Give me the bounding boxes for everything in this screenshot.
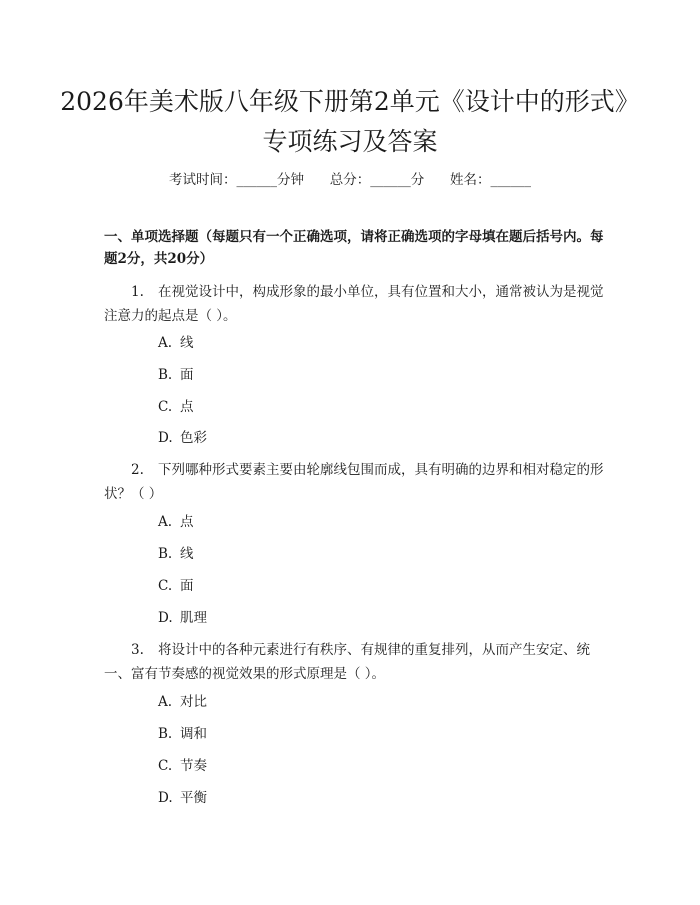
option-letter: A. xyxy=(158,514,173,530)
question-3 xyxy=(104,638,604,686)
question-3-option-a xyxy=(158,692,207,712)
option-text: 平衡 xyxy=(180,790,207,806)
section-heading: 一、单项选择题（每题只有一个正确选项，请将正确选项的字母填在题后括号内。每题2分，共20分） xyxy=(104,229,604,267)
exam-info-line: 考试时间：______分钟 总分：______分 姓名：______ xyxy=(169,172,531,188)
question-1 xyxy=(104,280,604,328)
question-1-option-a xyxy=(158,333,194,353)
option-text: 调和 xyxy=(180,726,207,742)
option-text: 对比 xyxy=(180,694,207,710)
option-letter: D. xyxy=(158,610,173,626)
option-letter: D. xyxy=(158,790,173,806)
question-text: 将设计中的各种元素进行有秩序、有规律的重复排列，从而产生安定、统一、富有节奏感的视觉效果的形式原理是（ ）。 xyxy=(104,642,590,682)
question-2-option-b xyxy=(158,544,194,564)
question-number: 3. xyxy=(131,642,144,658)
question-3-option-b xyxy=(158,724,207,744)
question-2-option-a xyxy=(158,512,194,532)
question-2-option-c xyxy=(158,576,194,596)
option-letter: B. xyxy=(158,546,173,562)
question-2 xyxy=(104,458,604,506)
question-1-option-d xyxy=(158,428,207,448)
option-letter: B. xyxy=(158,367,173,383)
option-letter: B. xyxy=(158,726,173,742)
option-text: 线 xyxy=(180,335,194,351)
option-text: 点 xyxy=(180,399,194,415)
question-text: 下列哪种形式要素主要由轮廓线包围而成，具有明确的边界和相对稳定的形状？（ ） xyxy=(104,462,604,502)
question-3-option-c xyxy=(158,756,207,776)
option-letter: C. xyxy=(158,399,173,415)
option-text: 肌理 xyxy=(180,610,207,626)
option-letter: A. xyxy=(158,335,173,351)
question-number: 2. xyxy=(131,462,144,478)
question-1-option-b xyxy=(158,365,194,385)
option-letter: D. xyxy=(158,430,173,446)
option-letter: C. xyxy=(158,578,173,594)
option-text: 点 xyxy=(180,514,194,530)
option-text: 面 xyxy=(180,578,194,594)
option-text: 色彩 xyxy=(180,430,207,446)
option-letter: C. xyxy=(158,758,173,774)
question-number: 1. xyxy=(131,284,144,300)
option-text: 线 xyxy=(180,546,194,562)
question-2-option-d xyxy=(158,608,207,628)
option-text: 节奏 xyxy=(180,758,207,774)
question-text: 在视觉设计中，构成形象的最小单位，具有位置和大小，通常被认为是视觉注意力的起点是（ ）。 xyxy=(104,284,604,324)
document-title: 2026年美术版八年级下册第2单元《设计中的形式》专项练习及答案 xyxy=(60,87,640,156)
option-letter: A. xyxy=(158,694,173,710)
question-1-option-c xyxy=(158,397,194,417)
question-3-option-d xyxy=(158,788,207,808)
option-text: 面 xyxy=(180,367,194,383)
